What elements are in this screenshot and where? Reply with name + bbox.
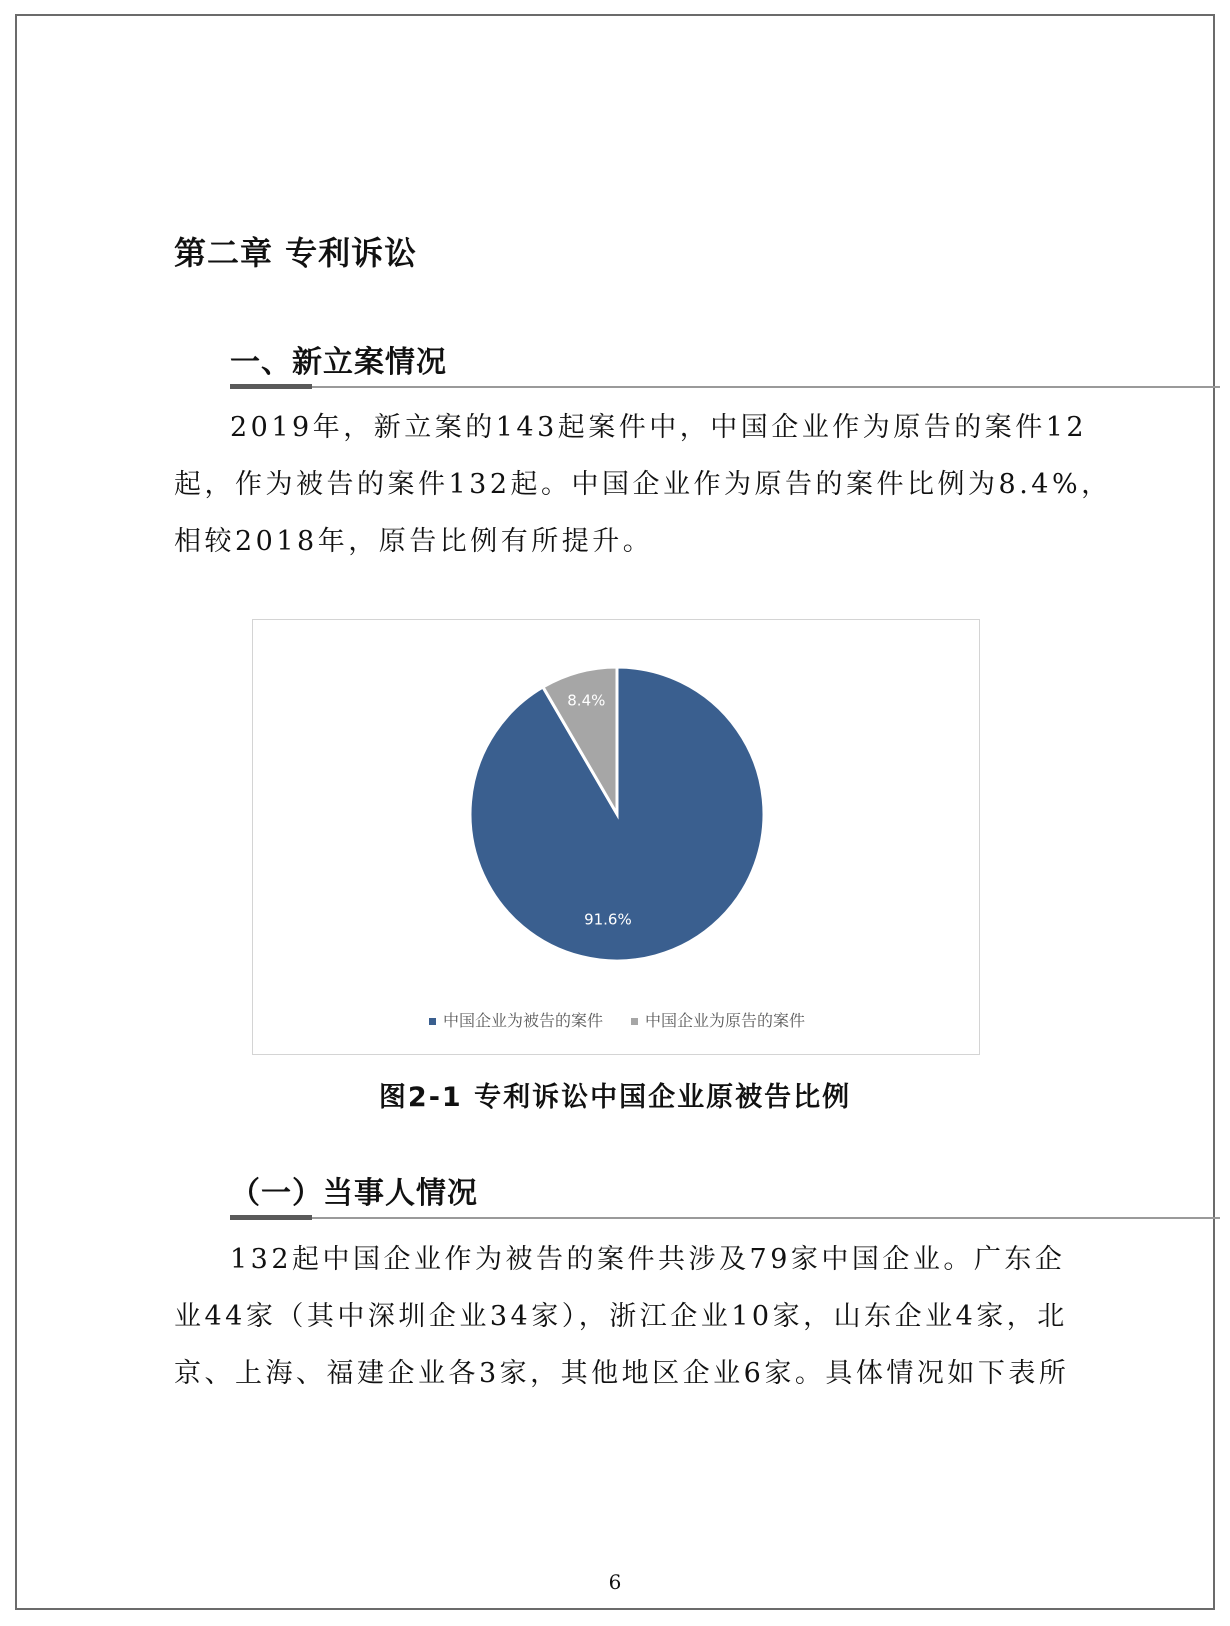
section-heading-parties: （一）当事人情况 [230,1176,478,1211]
heading-underline [230,1217,1220,1219]
pie-data-label: 91.6% [584,910,632,929]
paragraph-line: 业44家（其中深圳企业34家），浙江企业10家，山东企业4家，北 [174,1301,1068,1332]
paragraph-line: 2019年，新立案的143起案件中，中国企业作为原告的案件12 [230,412,1088,443]
legend-swatch [429,1018,436,1025]
legend-label: 中国企业为原告的案件 [645,1011,806,1030]
paragraph-line: 京、上海、福建企业各3家，其他地区企业6家。具体情况如下表所 [174,1358,1070,1389]
pie-chart-canvas [253,620,981,1000]
paragraph-line: 132起中国企业作为被告的案件共涉及79家中国企业。广东企 [230,1244,1066,1275]
legend-label: 中国企业为被告的案件 [442,1011,603,1030]
legend-item [631,1008,805,1031]
page-number: 6 [608,1570,622,1594]
figure-caption: 图2-1 专利诉讼中国企业原被告比例 [378,1082,852,1113]
section-heading-new-cases: 一、新立案情况 [230,345,447,380]
heading-underline [230,386,1220,388]
paragraph-line: 起，作为被告的案件132起。中国企业作为原告的案件比例为8.4%， [174,469,1112,500]
heading-underline-accent [230,1215,312,1220]
paragraph-new-cases [174,399,1112,570]
legend-swatch [631,1018,638,1025]
legend-item [429,1008,603,1031]
paragraph-parties [174,1231,1074,1402]
chapter-title: 第二章 专利诉讼 [174,234,418,272]
paragraph-line: 相较2018年，原告比例有所提升。 [174,526,654,557]
pie-data-label: 8.4% [567,691,606,710]
pie-chart [252,619,980,1055]
heading-underline-accent [230,384,312,389]
chart-legend [253,1008,981,1031]
